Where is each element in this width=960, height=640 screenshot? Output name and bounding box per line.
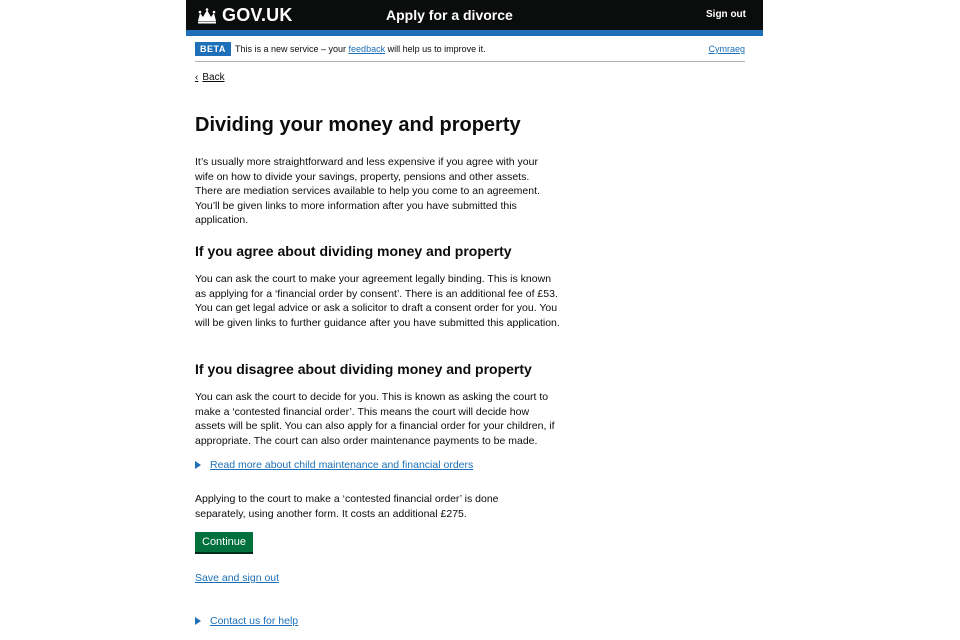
contact-us-link[interactable]: Contact us for help	[210, 615, 299, 627]
page-title: Dividing your money and property	[195, 114, 521, 136]
save-and-sign-out-link[interactable]: Save and sign out	[195, 572, 280, 584]
site-header	[186, 0, 763, 30]
disagree-heading: If you disagree about dividing money and property	[195, 361, 532, 377]
beta-tag: BETA	[195, 42, 231, 56]
phase-text-after: will help us to improve it.	[385, 44, 486, 54]
phase-text-before: This is a new service – your	[235, 44, 349, 54]
crown-icon	[196, 8, 218, 24]
back-link[interactable]	[195, 72, 225, 83]
chevron-left-icon: ‹	[195, 72, 199, 83]
child-maintenance-link[interactable]: Read more about child maintenance and financial orders	[210, 459, 474, 471]
back-link-label: Back	[202, 72, 225, 83]
service-name[interactable]: Apply for a divorce	[386, 7, 513, 23]
disagree-paragraph: You can ask the court to decide for you. This is known as asking the court to make a ‘contested financial order’. This means the court will decide how assets will be split. You can also apply for a financial order for your children, if appropriate. The court can also order maintenance payments to be made.	[195, 391, 555, 447]
header-stripe	[186, 30, 763, 36]
triangle-right-icon	[195, 461, 201, 469]
triangle-right-icon	[195, 617, 201, 625]
logo-text: GOV.UK	[222, 5, 293, 25]
language-toggle-link[interactable]: Cymraeg	[708, 44, 745, 54]
contact-details[interactable]	[195, 615, 298, 627]
sign-out-link[interactable]: Sign out	[706, 9, 746, 20]
continue-button[interactable]: Continue	[195, 532, 253, 552]
feedback-link[interactable]: feedback	[348, 44, 386, 54]
phase-text	[235, 44, 486, 54]
intro-paragraph: It’s usually more straightforward and less expensive if you agree with your wife on how to divide your savings, property, pensions and other assets. There are mediation services available to help you come to an agreement. You’ll be given links to more information after you have submitted this application.	[195, 156, 540, 226]
contested-note: Applying to the court to make a ‘contested financial order’ is done separately, using another form. It costs an additional £275.	[195, 493, 499, 520]
govuk-logo[interactable]	[196, 5, 293, 26]
child-maintenance-details[interactable]	[195, 459, 473, 471]
agree-paragraph: You can ask the court to make your agreement legally binding. This is known as applying for a ‘financial order by consent’. There is an additional fee of £53. You can get legal advice or ask a solicitor to draft a consent order for you. You will be given links to further guidance after you have submitted this application.	[195, 273, 560, 329]
phase-banner	[195, 41, 745, 62]
agree-heading: If you agree about dividing money and property	[195, 243, 512, 259]
